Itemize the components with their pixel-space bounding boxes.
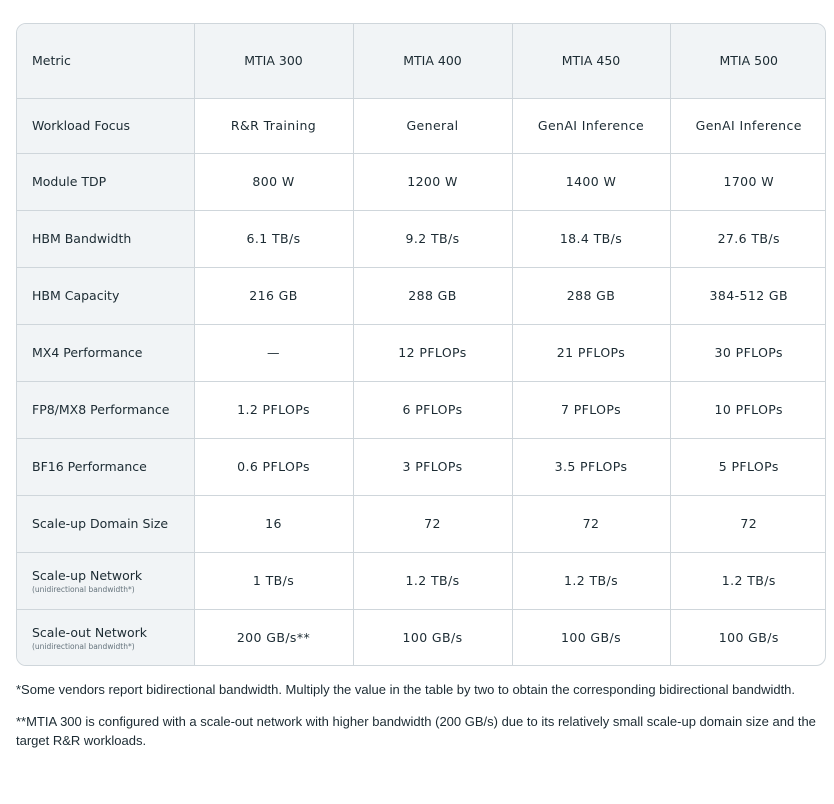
row-label — [17, 153, 194, 210]
table-cell: 30 PFLOPs — [670, 324, 826, 381]
header-metric: Metric — [17, 24, 194, 98]
table-cell: 3.5 PFLOPs — [512, 438, 670, 495]
row-label-text: FP8/MX8 Performance — [32, 402, 170, 417]
table-cell: 1700 W — [670, 153, 826, 210]
table-cell: 1 TB/s — [194, 552, 353, 609]
table-cell: 100 GB/s — [512, 609, 670, 666]
row-label — [17, 324, 194, 381]
row-label-text: Scale-out Network — [32, 624, 148, 640]
footnote-bidirectional: *Some vendors report bidirectional bandwidth. Multiply the value in the table by two to obtain the corresponding bidirectional bandwidth. — [16, 682, 796, 697]
table-cell: 5 PFLOPs — [670, 438, 826, 495]
table-cell: 12 PFLOPs — [353, 324, 512, 381]
row-label — [17, 98, 194, 153]
row-label-text: HBM Capacity — [32, 288, 120, 303]
row-label-note: (unidirectional bandwidth*) — [32, 641, 135, 651]
row-label — [17, 267, 194, 324]
table-cell: 1.2 PFLOPs — [194, 381, 353, 438]
table-cell: 9.2 TB/s — [353, 210, 512, 267]
table-cell: 72 — [353, 495, 512, 552]
table-cell: R&R Training — [194, 98, 353, 153]
row-label-text: Scale-up Domain Size — [32, 516, 169, 531]
row-label-text: Workload Focus — [32, 118, 131, 133]
table-cell: 1.2 TB/s — [353, 552, 512, 609]
table-cell: 216 GB — [194, 267, 353, 324]
table-row — [17, 438, 826, 495]
table-cell: 7 PFLOPs — [512, 381, 670, 438]
row-label-text: MX4 Performance — [32, 345, 143, 360]
header-mtia-500: MTIA 500 — [670, 24, 826, 98]
table-cell: 72 — [512, 495, 670, 552]
table-cell: 18.4 TB/s — [512, 210, 670, 267]
table-cell: 0.6 PFLOPs — [194, 438, 353, 495]
row-label-note: (unidirectional bandwidth*) — [32, 584, 135, 594]
table-header-row — [17, 24, 826, 98]
row-label-text: Scale-up Network — [32, 567, 143, 583]
table-row — [17, 267, 826, 324]
table-cell: 288 GB — [512, 267, 670, 324]
table-row — [17, 609, 826, 666]
table-cell: 200 GB/s** — [194, 609, 353, 666]
table-cell: 16 — [194, 495, 353, 552]
table-cell: General — [353, 98, 512, 153]
header-mtia-300: MTIA 300 — [194, 24, 353, 98]
table-cell: 100 GB/s — [353, 609, 512, 666]
table-row — [17, 98, 826, 153]
row-label — [17, 438, 194, 495]
table-row — [17, 210, 826, 267]
row-label-text: BF16 Performance — [32, 459, 147, 474]
table-cell: 1200 W — [353, 153, 512, 210]
table-cell: 6 PFLOPs — [353, 381, 512, 438]
table-cell: 10 PFLOPs — [670, 381, 826, 438]
table-cell: 6.1 TB/s — [194, 210, 353, 267]
row-label — [17, 210, 194, 267]
table-row — [17, 552, 826, 609]
table-cell: — — [194, 324, 353, 381]
table-cell: 100 GB/s — [718, 630, 779, 646]
row-label — [17, 495, 194, 552]
row-label — [17, 381, 194, 438]
table-cell: 72 — [670, 495, 826, 552]
table-cell: 384-512 GB — [670, 267, 826, 324]
table-cell: 3 PFLOPs — [353, 438, 512, 495]
table-cell: 27.6 TB/s — [670, 210, 826, 267]
row-label — [17, 609, 194, 666]
table-cell: 21 PFLOPs — [512, 324, 670, 381]
table-cell: GenAI Inference — [670, 98, 826, 153]
header-mtia-400: MTIA 400 — [353, 24, 512, 98]
header-mtia-450: MTIA 450 — [512, 24, 670, 98]
table-cell: 1.2 TB/s — [670, 552, 826, 609]
footnotes — [16, 680, 816, 763]
table-cell: GenAI Inference — [512, 98, 670, 153]
table-row — [17, 495, 826, 552]
row-label — [17, 552, 194, 609]
table-row — [17, 153, 826, 210]
row-label-text: HBM Bandwidth — [32, 231, 132, 246]
table-row — [17, 324, 826, 381]
spec-table-container — [16, 23, 826, 666]
table-cell: 800 W — [194, 153, 353, 210]
table-cell: 1.2 TB/s — [512, 552, 670, 609]
table-cell: 1400 W — [512, 153, 670, 210]
table-row — [17, 381, 826, 438]
table-cell: 288 GB — [353, 267, 512, 324]
row-label-text: Module TDP — [32, 174, 107, 189]
footnote-mtia-300: **MTIA 300 is configured with a scale-out network with higher bandwidth (200 GB/s) due to its relatively small scale-up domain size and the target R&R workloads. — [16, 714, 816, 748]
mtia-spec-table — [17, 24, 826, 666]
